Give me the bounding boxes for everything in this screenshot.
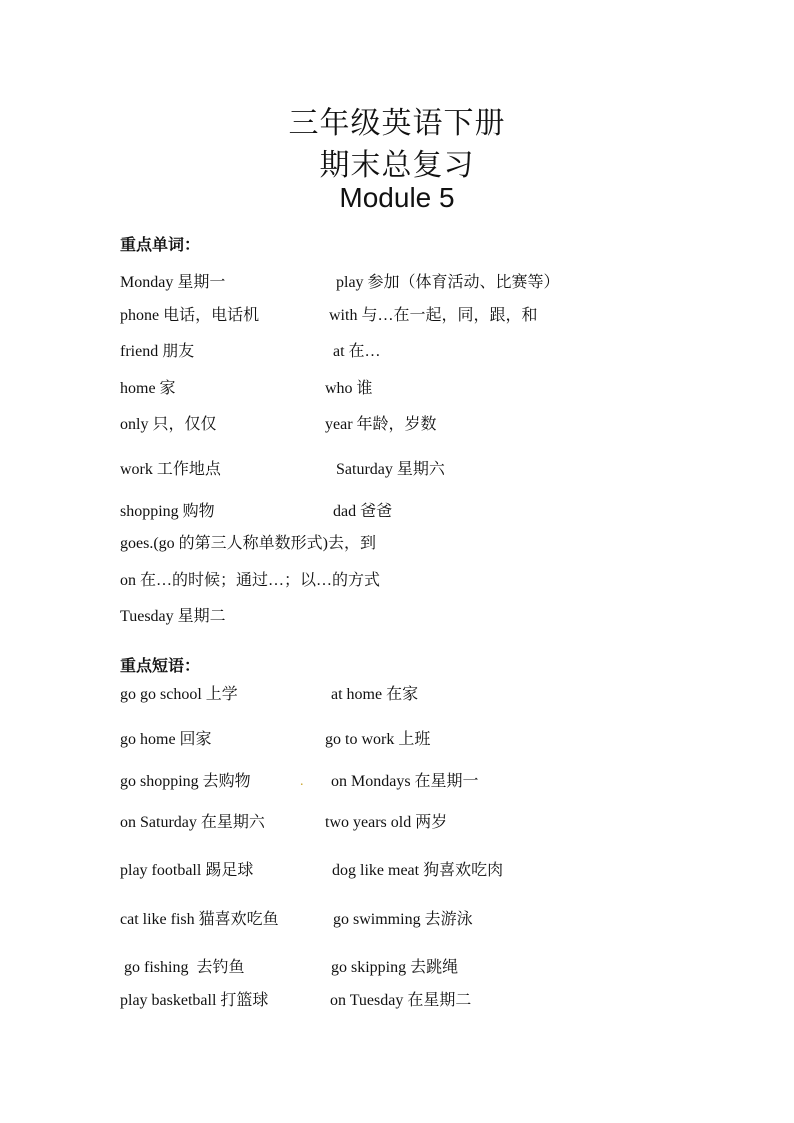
phrase-row: [0, 860, 794, 882]
vocab-right: Saturday 星期六: [336, 461, 445, 478]
vocab-left: work 工作地点: [120, 461, 221, 478]
vocab-left: friend 朋友: [120, 343, 195, 360]
phrase-right: dog like meat 狗喜欢吃肉: [332, 862, 504, 879]
vocab-right: who 谁: [325, 380, 373, 397]
phrase-left: cat like fish 猫喜欢吃鱼: [120, 911, 279, 928]
phrase-row: [0, 957, 794, 979]
vocab-left: only 只，仅仅: [120, 416, 217, 433]
vocab-row: [0, 606, 794, 628]
phrase-row: [0, 684, 794, 706]
phrase-right: two years old 两岁: [325, 814, 448, 831]
vocab-row: [0, 533, 794, 555]
vocab-right: play 参加（体育活动、比赛等）: [336, 274, 560, 291]
vocab-left: Tuesday 星期二: [120, 608, 226, 625]
phrase-row: [0, 990, 794, 1012]
vocab-left: home 家: [120, 380, 176, 397]
phrase-right: at home 在家: [331, 686, 419, 703]
phrases-heading: 重点短语：: [120, 656, 201, 675]
phrase-left: play football 踢足球: [120, 862, 254, 879]
vocab-row: [0, 570, 794, 592]
phrase-left: go shopping 去购物: [120, 773, 251, 790]
vocab-right: dad 爸爸: [333, 503, 393, 520]
vocab-row: [0, 459, 794, 481]
vocab-right: with 与…在一起，同，跟，和: [329, 307, 538, 324]
vocab-right: at 在…: [333, 343, 381, 360]
phrase-row: [0, 812, 794, 834]
vocab-row: [0, 414, 794, 436]
title-module: Module 5: [339, 182, 455, 213]
phrase-row: [0, 909, 794, 931]
vocab-row: [0, 501, 794, 523]
phrase-right: go to work 上班: [325, 731, 431, 748]
phrase-row: [0, 729, 794, 751]
vocab-left: phone 电话，电话机: [120, 307, 260, 324]
vocab-left: Monday 星期一: [120, 274, 226, 291]
title-review: 期末总复习: [319, 148, 475, 183]
vocab-row: [0, 305, 794, 327]
vocab-right: year 年龄，岁数: [325, 416, 437, 433]
phrase-right: on Mondays 在星期一: [331, 773, 479, 790]
phrase-left: go fishing 去钓鱼: [120, 959, 245, 976]
separator-dot: .: [300, 774, 304, 789]
phrase-left: play basketball 打篮球: [120, 992, 269, 1009]
phrase-left: go home 回家: [120, 731, 212, 748]
vocab-row: [0, 341, 794, 363]
phrase-right: go skipping 去跳绳: [331, 959, 459, 976]
phrase-left: go go school 上学: [120, 686, 238, 703]
vocab-heading: 重点单词：: [120, 235, 201, 254]
vocab-row: [0, 272, 794, 294]
vocab-left: on 在…的时候；通过…；以…的方式: [120, 572, 381, 589]
phrase-right: on Tuesday 在星期二: [330, 992, 472, 1009]
phrase-row: [0, 771, 794, 793]
phrase-right: go swimming 去游泳: [333, 911, 473, 928]
phrase-left: on Saturday 在星期六: [120, 814, 265, 831]
vocab-left: shopping 购物: [120, 503, 215, 520]
title-grade: 三年级英语下册: [288, 106, 506, 141]
vocab-row: [0, 378, 794, 400]
vocab-left: goes.(go 的第三人称单数形式)去，到: [120, 535, 376, 552]
